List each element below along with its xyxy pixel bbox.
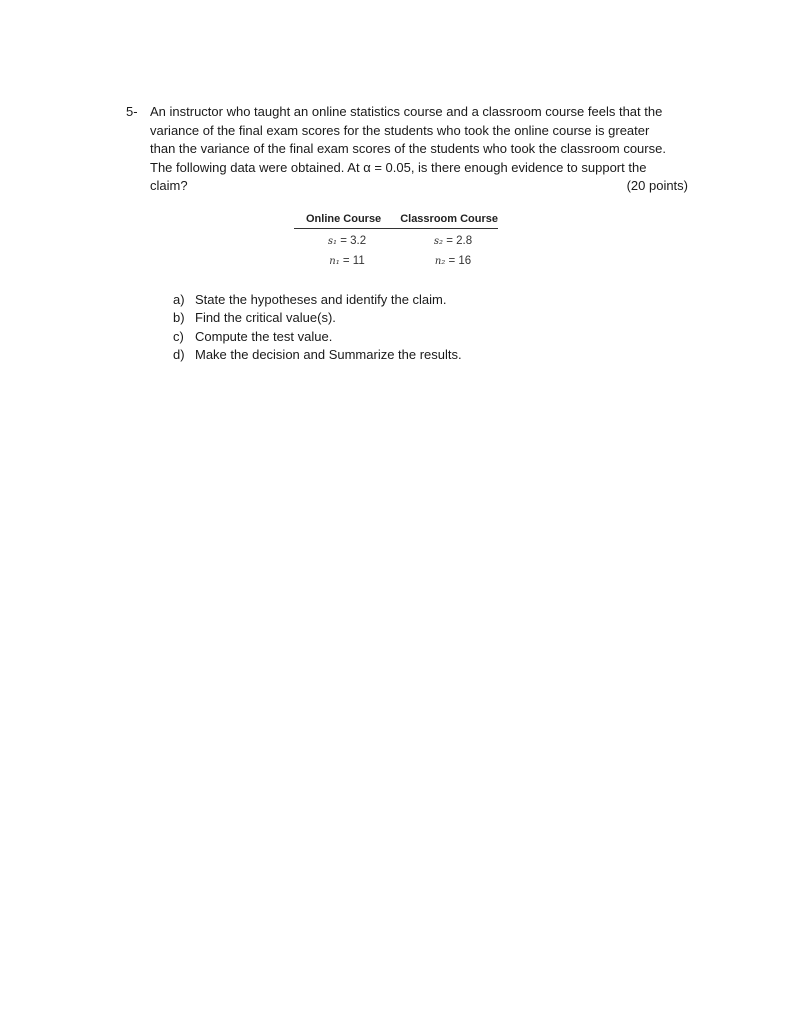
symbol: s₁: [327, 236, 338, 247]
value: = 11: [339, 255, 365, 267]
part-label: d): [173, 346, 185, 362]
part-d: [173, 346, 462, 364]
table-cell: [294, 255, 392, 267]
question-line: variance of the final exam scores for the students who took the online course is greater: [150, 122, 650, 138]
question-last-line: [150, 177, 688, 196]
part-text: Make the decision and Summarize the results.: [195, 346, 462, 362]
table-cell: [294, 235, 392, 247]
header-classroom-course: Classroom Course: [400, 213, 498, 225]
question-parts: [173, 291, 462, 364]
table-header: [294, 213, 498, 229]
question-number: 5-: [126, 104, 138, 119]
points-label: (20 points): [626, 178, 688, 193]
data-table: [294, 213, 498, 267]
table-row: [294, 235, 498, 247]
part-label: a): [173, 292, 185, 307]
question-line: than the variance of the final exam scores of the students who took the classroom course.: [150, 141, 666, 156]
table-cell: [392, 235, 498, 247]
part-b: [173, 309, 462, 327]
symbol: n₁: [329, 256, 340, 267]
question-text: [150, 103, 688, 196]
part-a: [173, 291, 462, 309]
table-cell: [392, 255, 498, 267]
question-5: [126, 103, 688, 196]
part-label: c): [173, 328, 184, 344]
part-text: Compute the test value.: [195, 328, 333, 344]
question-line: The following data were obtained. At α = 0.05, is there enough evidence to support the: [150, 159, 647, 175]
value: = 3.2: [337, 235, 367, 247]
part-c: [173, 328, 462, 346]
part-text: State the hypotheses and identify the claim.: [195, 292, 447, 307]
question-line: An instructor who taught an online statistics course and a classroom course feels that the: [150, 104, 663, 119]
value: = 16: [445, 255, 472, 267]
value: = 2.8: [443, 235, 473, 247]
question-line: claim?: [150, 178, 188, 193]
part-label: b): [173, 310, 185, 326]
table-row: [294, 255, 498, 267]
symbol: s₂: [433, 236, 444, 247]
header-online-course: Online Course: [306, 213, 382, 225]
symbol: n₂: [434, 256, 446, 267]
part-text: Find the critical value(s).: [195, 310, 336, 326]
